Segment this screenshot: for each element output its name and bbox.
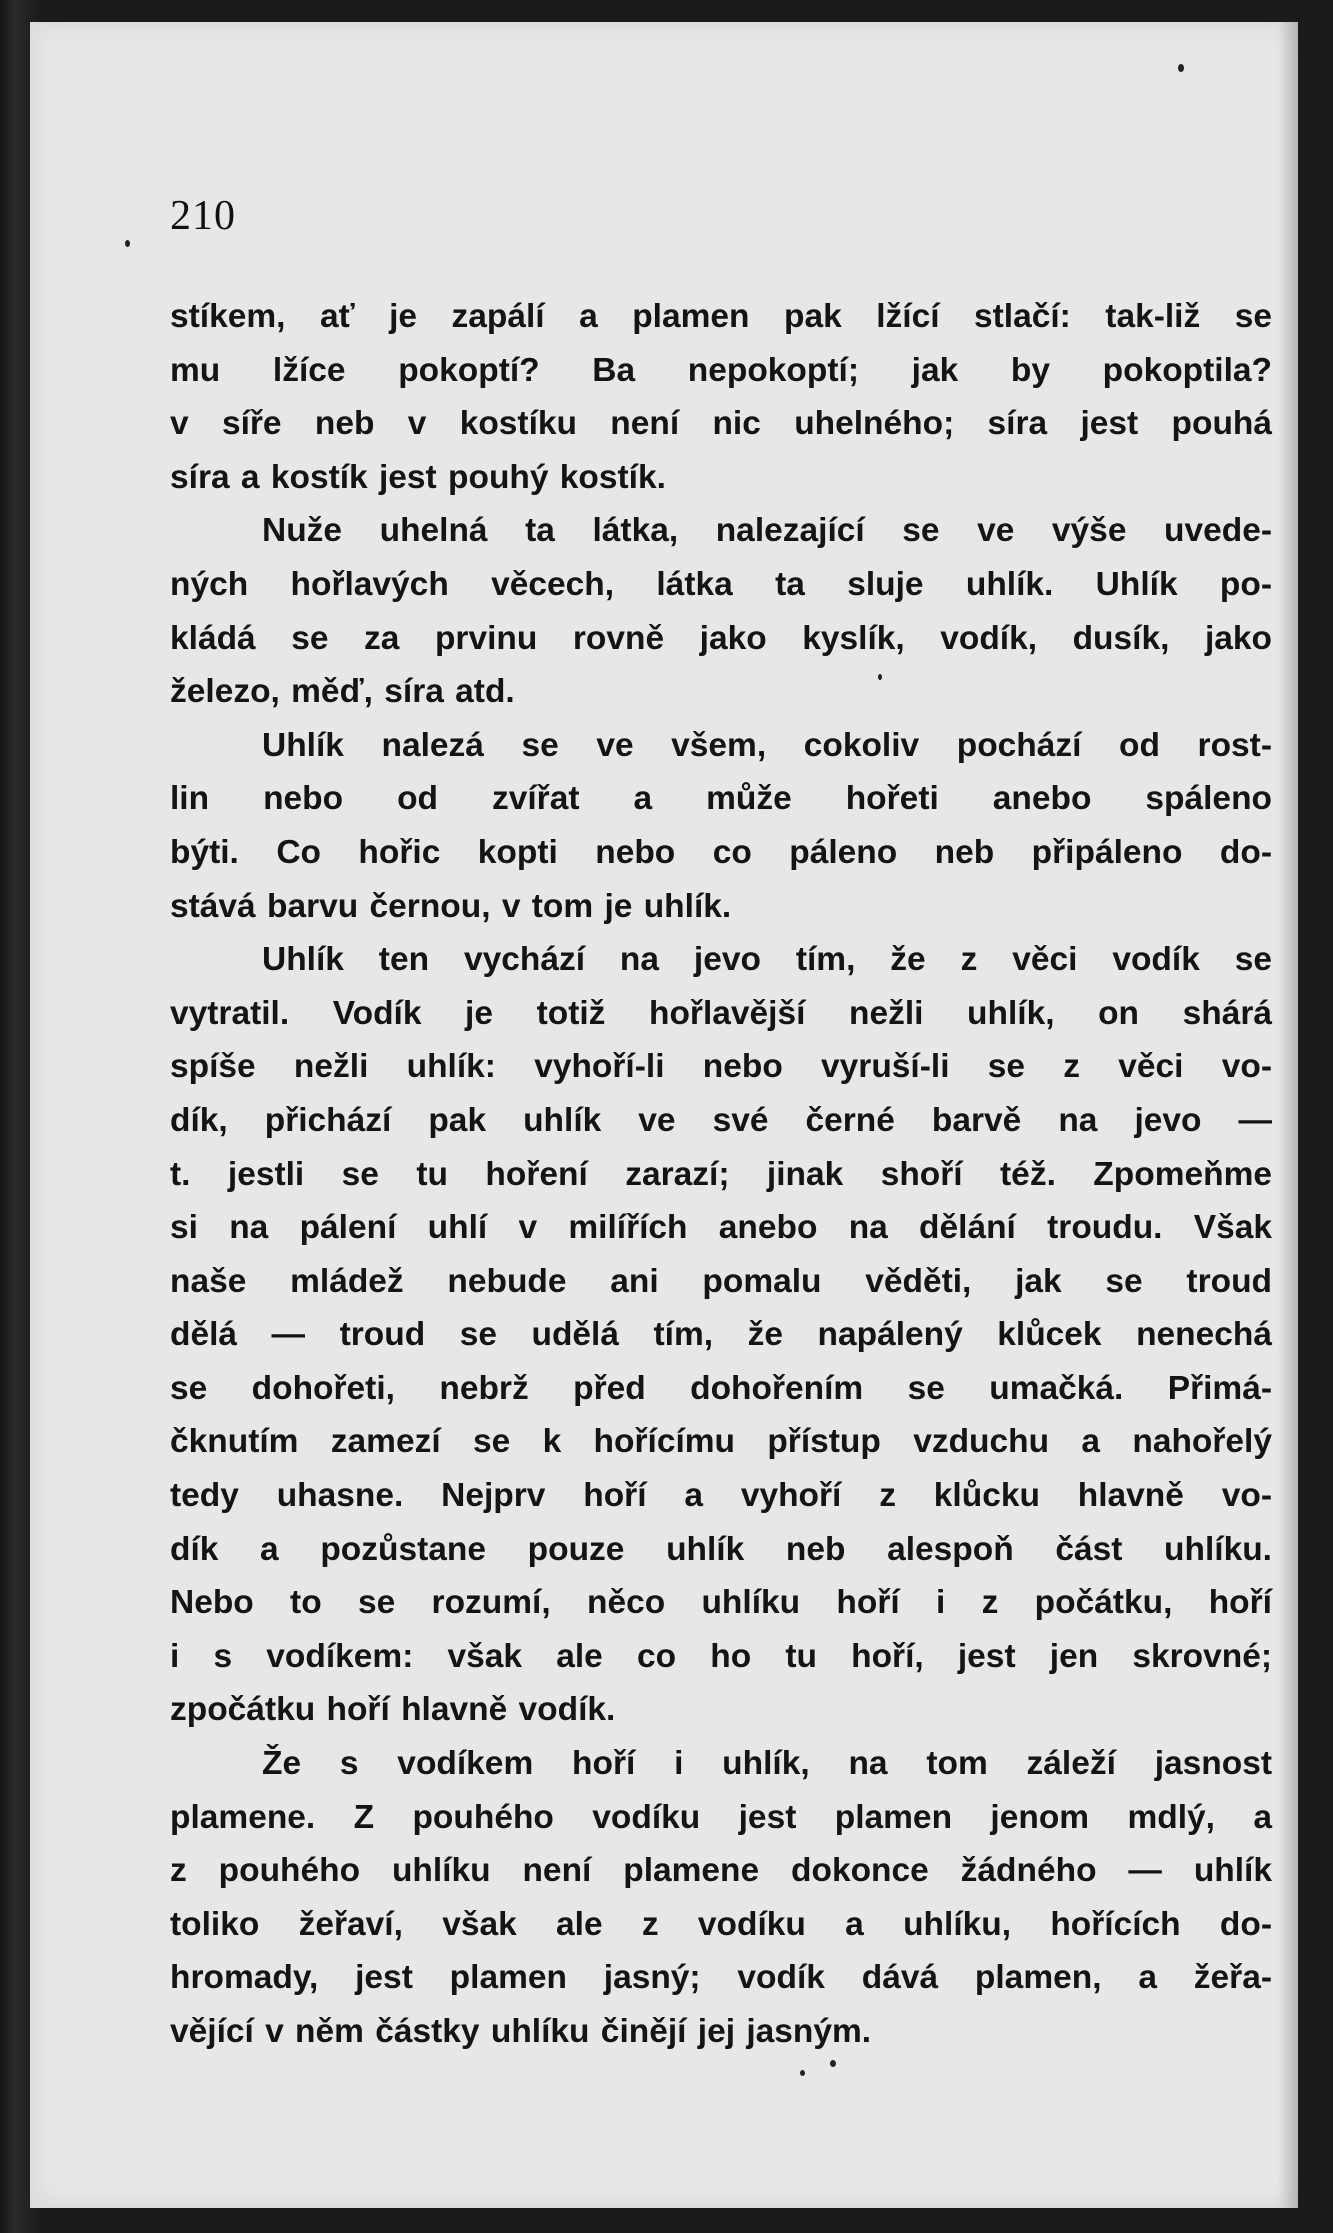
text-line: železo, měď, síra atd. — [170, 673, 515, 711]
text-line: zpočátku hoří hlavně vodík. — [170, 1691, 616, 1729]
text-line: býti. Co hořic kopti nebo co páleno neb připáleno do- — [170, 833, 1272, 871]
text-line: stíkem, ať je zapálí a plamen pak lžící stlačí: tak-liž se — [170, 298, 1272, 335]
text-line: Nuže uhelná ta látka, nalezající se ve výše uvede- — [262, 512, 1272, 550]
text-line: plamene. Z pouhého vodíku jest plamen jenom mdlý, a — [170, 1798, 1272, 1836]
text-line: dělá — troud se udělá tím, že napálený klůcek nenechá — [170, 1316, 1272, 1354]
text-line: Že s vodíkem hoří i uhlík, na tom záleží jasnost — [262, 1745, 1272, 1783]
book-page — [30, 22, 1298, 2208]
text-line: Nebo to se rozumí, něco uhlíku hoří i z počátku, hoří — [170, 1584, 1272, 1622]
text-line: síra a kostík jest pouhý kostík. — [170, 458, 666, 496]
ink-speck — [125, 240, 130, 247]
text-line: naše mládež nebude ani pomalu věděti, jak se troud — [170, 1262, 1272, 1300]
text-line: ných hořlavých věcech, látka ta sluje uhlík. Uhlík po- — [170, 565, 1272, 603]
text-line: se dohořeti, nebrž před dohořením se umačká. Přimá- — [170, 1369, 1272, 1407]
text-line: dík, přichází pak uhlík ve své černé barvě na jevo — — [170, 1101, 1272, 1139]
text-line: lin nebo od zvířat a může hořeti anebo spáleno — [170, 780, 1272, 818]
text-line: čknutím zamezí se k hořícímu přístup vzduchu a nahořelý — [170, 1423, 1272, 1461]
text-line: hromady, jest plamen jasný; vodík dává plamen, a žeřa- — [170, 1959, 1272, 1997]
page-number: 210 — [170, 193, 236, 239]
text-line: Uhlík nalezá se ve všem, cokoliv pochází od rost- — [262, 726, 1272, 764]
text-line: si na pálení uhlí v milířích anebo na dělání troudu. Však — [170, 1209, 1272, 1247]
text-line: dík a pozůstane pouze uhlík neb alespoň část uhlíku. — [170, 1530, 1272, 1568]
text-line: mu lžíce pokoptí? Ba nepokoptí; jak by pokoptila? — [170, 351, 1272, 389]
ink-speck — [800, 2070, 805, 2076]
text-line: vytratil. Vodík je totiž hořlavější nežli uhlík, on shárá — [170, 994, 1272, 1032]
text-line: t. jestli se tu hoření zarazí; jinak shoří též. Zpomeňme — [170, 1155, 1272, 1193]
text-line: i s vodíkem: však ale co ho tu hoří, jest jen skrovné; — [170, 1637, 1272, 1675]
text-line: tedy uhasne. Nejprv hoří a vyhoří z klůcku hlavně vo- — [170, 1477, 1272, 1515]
ink-speck — [1178, 64, 1184, 72]
text-line: v síře neb v kostíku není nic uhelného; síra jest pouhá — [170, 405, 1272, 443]
text-line: vějící v něm částky uhlíku činějí jej jasným. — [170, 2013, 872, 2050]
ink-speck — [878, 674, 882, 680]
text-line: stává barvu černou, v tom je uhlík. — [170, 887, 732, 925]
text-line: z pouhého uhlíku není plamene dokonce žádného — uhlík — [170, 1852, 1272, 1890]
page-edge-shadow — [1278, 22, 1298, 2208]
body-text — [170, 290, 1272, 2059]
text-line: kládá se za prvinu rovně jako kyslík, vodík, dusík, jako — [170, 619, 1272, 657]
text-line: spíše nežli uhlík: vyhoří-li nebo vyruší-li se z věci vo- — [170, 1048, 1272, 1086]
text-line: toliko žeřaví, však ale z vodíku a uhlíku, hořících do- — [170, 1905, 1272, 1943]
ink-speck — [830, 2060, 836, 2067]
text-line: Uhlík ten vychází na jevo tím, že z věci vodík se — [262, 941, 1272, 979]
